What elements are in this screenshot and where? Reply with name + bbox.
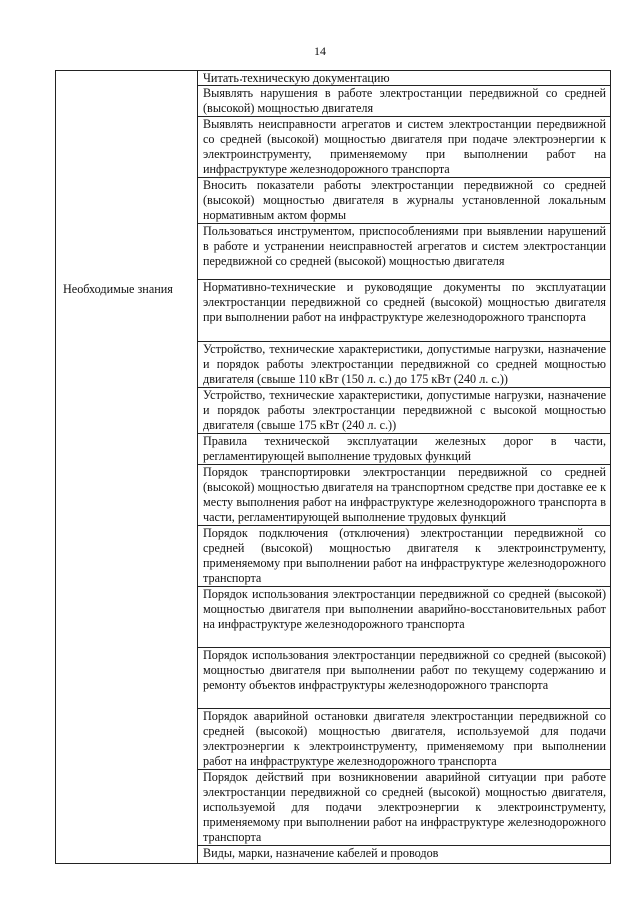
knowledge-item: Устройство, технические характеристики, допустимые нагрузки, назначение и порядок работы электростанции передвижной со средней мощностью двигателя (свыше 110 кВт (150 л. с.) до 175 кВт (240 л. с.)): [198, 342, 610, 388]
knowledge-item: Порядок использования электростанции передвижной со средней (высокой) мощностью двигателя при выполнении работ по текущему содержанию и ремонту объектов инфраструктуры железнодорожного транспорта: [198, 648, 610, 709]
label-column: [56, 71, 198, 864]
knowledge-item: Порядок транспортировки электростанции передвижной со средней (высокой) мощностью двигателя на транспортном средстве при доставке ее к месту выполнения работ на инфраструктуре железнодорожного транспорта в части, регламентирующей выполнение трудовых функций: [198, 465, 610, 526]
knowledge-item: Порядок аварийной остановки двигателя электростанции передвижной со средней (высокой) мощностью двигателя, используемой для подачи электроэнергии к электроинструменту, применяемому при выполнении работ на инфраструктуре железнодорожного транспорта: [198, 709, 610, 770]
table-row: [56, 71, 611, 864]
skill-item: Выявлять неисправности агрегатов и систем электростанции передвижной со средней (высокой) мощностью двигателя при подаче электроэнергии к электроинструменту, применяемому при выполнении работ на инфраструктуре железнодорожного транспорта: [198, 117, 610, 178]
knowledge-item: Порядок подключения (отключения) электростанции передвижной со средней (высокой) мощностью двигателя к электроинструменту, применяемому при выполнении работ на инфраструктуре железнодорожного транспорта: [198, 526, 610, 587]
page-number: 14: [314, 44, 326, 58]
skills-label-cell: [56, 71, 197, 280]
knowledge-item: Устройство, технические характеристики, допустимые нагрузки, назначение и порядок работы электростанции передвижной с высокой мощностью двигателя (свыше 175 кВт (240 л. с.)): [198, 388, 610, 434]
knowledge-item: Порядок использования электростанции передвижной со средней (высокой) мощностью двигателя при выполнении аварийно-восстановительных работ на инфраструктуре железнодорожного транспорта: [198, 587, 610, 648]
knowledge-item: Правила технической эксплуатации железных дорог в части, регламентирующей выполнение трудовых функций: [198, 434, 610, 465]
content-column: [198, 71, 611, 864]
knowledge-item: Порядок действий при возникновении аварийной ситуации при работе электростанции передвижной со средней (высокой) мощностью двигателя, используемой для подачи электроэнергии к электроинструменту, применяемому при выполнении работ на инфраструктуре железнодорожного транспорта: [198, 770, 610, 846]
knowledge-label: Необходимые знания: [63, 282, 173, 296]
skill-item: Вносить показатели работы электростанции передвижной со средней (высокой) мощностью двигателя в журналы установленной локальным нормативным актом формы: [198, 178, 610, 224]
knowledge-item: Нормативно-технические и руководящие документы по эксплуатации электростанции передвижной со средней (высокой) мощностью двигателя при выполнении работ на инфраструктуре железнодорожного транспорта: [198, 280, 610, 342]
knowledge-item: Виды, марки, назначение кабелей и проводов: [203, 846, 439, 860]
skill-item: Выявлять нарушения в работе электростанции передвижной со средней (высокой) мощностью двигателя: [198, 86, 610, 117]
requirements-table: [55, 70, 611, 864]
skill-item: Читать техническую документацию: [198, 71, 610, 86]
skill-item: Пользоваться инструментом, приспособлениями при выявлении нарушений в работе и устранении неисправностей агрегатов и систем электростанции передвижной со средней (высокой) мощностью двигателя: [198, 224, 610, 280]
